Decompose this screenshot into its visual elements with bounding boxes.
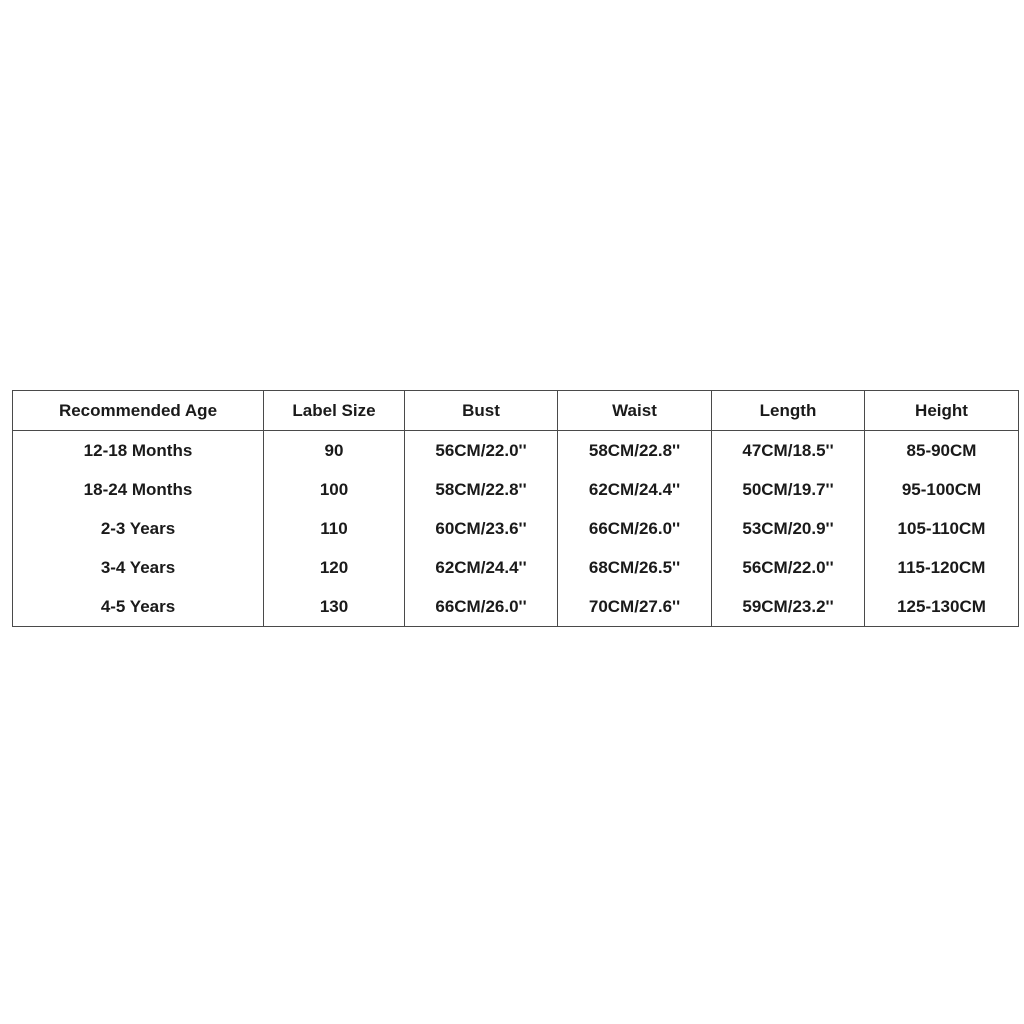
- cell-waist: 70CM/27.6'': [558, 587, 712, 627]
- cell-age: 4-5 Years: [13, 587, 264, 627]
- cell-height: 125-130CM: [865, 587, 1019, 627]
- cell-label-size: 100: [264, 470, 405, 509]
- header-length: Length: [712, 391, 865, 431]
- table-row: [13, 509, 1019, 548]
- header-row: [13, 391, 1019, 431]
- cell-waist: 66CM/26.0'': [558, 509, 712, 548]
- header-label-size: Label Size: [264, 391, 405, 431]
- header-height: Height: [865, 391, 1019, 431]
- cell-bust: 58CM/22.8'': [405, 470, 558, 509]
- header-waist: Waist: [558, 391, 712, 431]
- cell-age: 18-24 Months: [13, 470, 264, 509]
- cell-label-size: 130: [264, 587, 405, 627]
- cell-length: 53CM/20.9'': [712, 509, 865, 548]
- cell-height: 95-100CM: [865, 470, 1019, 509]
- cell-length: 50CM/19.7'': [712, 470, 865, 509]
- size-chart-table: [12, 390, 1019, 627]
- table-row: [13, 548, 1019, 587]
- table-row: [13, 431, 1019, 471]
- cell-age: 2-3 Years: [13, 509, 264, 548]
- cell-age: 3-4 Years: [13, 548, 264, 587]
- cell-height: 85-90CM: [865, 431, 1019, 471]
- cell-bust: 62CM/24.4'': [405, 548, 558, 587]
- header-recommended-age: Recommended Age: [13, 391, 264, 431]
- cell-length: 59CM/23.2'': [712, 587, 865, 627]
- cell-length: 47CM/18.5'': [712, 431, 865, 471]
- header-bust: Bust: [405, 391, 558, 431]
- cell-age: 12-18 Months: [13, 431, 264, 471]
- cell-height: 115-120CM: [865, 548, 1019, 587]
- cell-label-size: 110: [264, 509, 405, 548]
- cell-bust: 66CM/26.0'': [405, 587, 558, 627]
- cell-waist: 58CM/22.8'': [558, 431, 712, 471]
- table-row: [13, 470, 1019, 509]
- table-row: [13, 587, 1019, 627]
- cell-height: 105-110CM: [865, 509, 1019, 548]
- cell-bust: 56CM/22.0'': [405, 431, 558, 471]
- cell-label-size: 120: [264, 548, 405, 587]
- cell-length: 56CM/22.0'': [712, 548, 865, 587]
- cell-bust: 60CM/23.6'': [405, 509, 558, 548]
- cell-waist: 68CM/26.5'': [558, 548, 712, 587]
- cell-label-size: 90: [264, 431, 405, 471]
- cell-waist: 62CM/24.4'': [558, 470, 712, 509]
